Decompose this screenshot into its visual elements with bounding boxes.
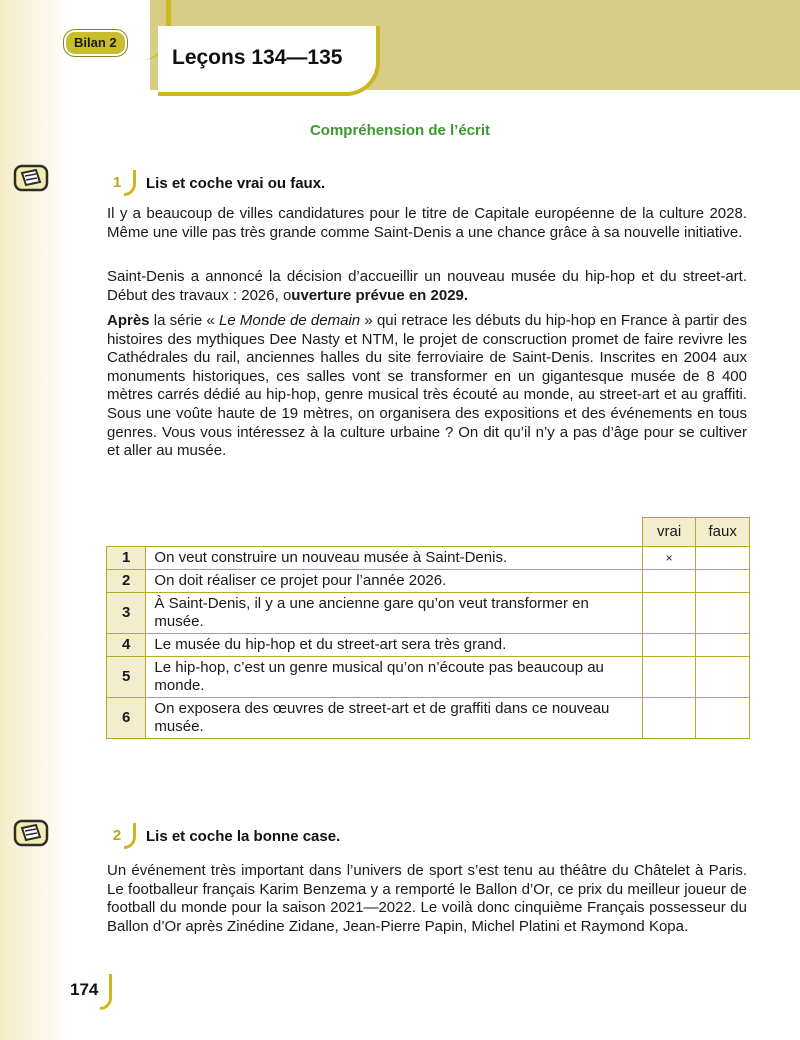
checkbox-faux[interactable] xyxy=(696,698,750,739)
row-number: 3 xyxy=(107,593,146,634)
checkbox-vrai[interactable] xyxy=(642,593,696,634)
row-number: 4 xyxy=(107,634,146,657)
table-row xyxy=(107,570,750,593)
p2-text: Saint-Denis a annoncé la décision d’accueillir un nouveau musée du hip-hop et du street-art. Début des travaux : 2026, o xyxy=(107,268,747,304)
checkbox-faux[interactable] xyxy=(696,593,750,634)
page-number-curve xyxy=(100,974,112,1010)
p2-bold: uverture prévue en 2029. xyxy=(291,286,469,304)
exercise-1-paragraph-3 xyxy=(107,312,747,461)
table-row xyxy=(107,634,750,657)
exercise-1-paragraph-1: Il y a beaucoup de villes candidatures pour le titre de Capitale européenne de la culture 2028. Même une ville pas très grande comme Saint-Denis a une chance grâce à sa nouvelle initiative. xyxy=(107,205,747,241)
row-statement: Le hip-hop, c’est un genre musical qu’on n’écoute pas beaucoup au monde. xyxy=(146,657,642,698)
exercise-1-curve xyxy=(124,170,136,196)
p3-text-b: » qui retrace les débuts du hip-hop en France à partir des histoires des mythiques Dee Nasty et NTM, le projet de conscruction promet de faire revivre les Cathédrales du rail, anciennes halles du site ferroviaire de Saint-Denis. Inscrites en 2004 aux monuments historiques, ces salles vont se transformer en un gigantesque musée de 8 400 mètres carrés dédié au hip-hop, genre musical très écouté au monde, au street-art et au graffiti. Sous une voûte haute de 19 mètres, on organisera des expositions et des événements en tous genres. Vous vous intéressez à la culture urbaine ? On dit qu’il n’y a pas d’âge pour se cultiver et aller au musée. xyxy=(107,312,747,460)
checkbox-faux[interactable] xyxy=(696,570,750,593)
table-row xyxy=(107,698,750,739)
exercise-1-paragraph-2 xyxy=(107,268,747,305)
exercise-2-number-label: 2 xyxy=(112,827,122,844)
table-row xyxy=(107,657,750,698)
bilan-badge: Bilan 2 xyxy=(64,30,127,56)
exercise-2-instruction: Lis et coche la bonne case. xyxy=(146,828,341,845)
section-title: Compréhension de l’écrit xyxy=(309,122,491,139)
checkbox-faux[interactable] xyxy=(696,657,750,698)
exercise-1-instruction: Lis et coche vrai ou faux. xyxy=(146,175,326,192)
checkbox-faux[interactable] xyxy=(696,547,750,570)
p3-bold: Après xyxy=(107,312,150,329)
exercise-2-paragraph: Un événement très important dans l’univers de sport s’est tenu au théâtre du Châtelet à Paris. Le footballeur français Karim Benzema y a remporté le Ballon d’Or, ce prix du meilleur joueur de football du monde pour la saison 2021—2022. Le voilà donc cinquième Français possesseur du Ballon d’Or après Zinédine Zidane, Jean-Pierre Papin, Michel Platini et Raymond Kopa. xyxy=(107,862,747,935)
row-number: 2 xyxy=(107,570,146,593)
row-number: 1 xyxy=(107,547,146,570)
page-number xyxy=(60,974,112,1014)
checkbox-vrai[interactable] xyxy=(642,634,696,657)
exercise-2-curve xyxy=(124,823,136,849)
row-number: 5 xyxy=(107,657,146,698)
row-statement: On exposera des œuvres de street-art et de graffiti dans ce nouveau musée. xyxy=(146,698,642,739)
checkbox-vrai[interactable]: × xyxy=(642,547,696,570)
row-statement: Le musée du hip-hop et du street-art sera très grand. xyxy=(146,634,642,657)
row-statement: On veut construire un nouveau musée à Saint-Denis. xyxy=(146,547,642,570)
row-number: 6 xyxy=(107,698,146,739)
book-icon xyxy=(12,818,50,848)
header-faux: faux xyxy=(696,518,750,547)
header-vrai: vrai xyxy=(642,518,696,547)
row-statement: À Saint-Denis, il y a une ancienne gare qu’on veut transformer en musée. xyxy=(146,593,642,634)
table-row xyxy=(107,593,750,634)
row-statement: On doit réaliser ce projet pour l’année 2026. xyxy=(146,570,642,593)
true-false-table xyxy=(106,517,750,739)
exercise-2-number xyxy=(106,823,138,851)
p3-text-a: la série « xyxy=(149,312,219,329)
page-number-label: 174 xyxy=(70,980,99,999)
p3-italic: Le Monde de demain xyxy=(219,312,361,329)
checkbox-vrai[interactable] xyxy=(642,570,696,593)
table-empty-header xyxy=(107,518,643,547)
exercise-1-number xyxy=(106,170,138,198)
left-margin-strip xyxy=(0,0,70,1040)
checkbox-vrai[interactable] xyxy=(642,657,696,698)
page-title: Leçons 134—135 xyxy=(172,46,343,69)
table-row xyxy=(107,547,750,570)
exercise-1-number-label: 1 xyxy=(112,174,122,191)
book-icon xyxy=(12,163,50,193)
checkbox-faux[interactable] xyxy=(696,634,750,657)
checkbox-vrai[interactable] xyxy=(642,698,696,739)
